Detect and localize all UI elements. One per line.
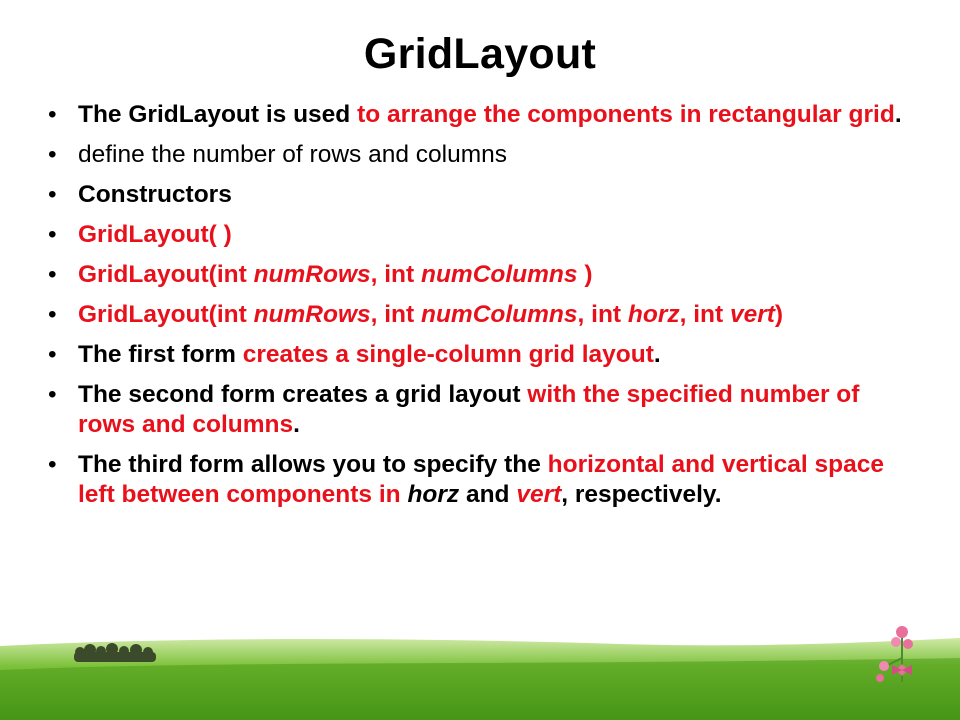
- bullet-text-segment: numColumns: [421, 261, 578, 288]
- bullet-icon: •: [48, 451, 57, 478]
- bullet-text-segment: The GridLayout is used: [78, 101, 358, 128]
- bullet-text-segment: , int: [679, 301, 730, 328]
- bullet-icon: •: [48, 381, 57, 408]
- bullet-text-segment: ): [577, 261, 593, 288]
- bullet-icon: •: [48, 221, 57, 248]
- bullet-text-segment: .: [293, 411, 300, 438]
- bullet-text-segment: to arrange the components in rectangular grid: [357, 101, 895, 128]
- bullet-text-segment: Constructors: [78, 181, 232, 208]
- bullet-text-segment: with the specified number of rows and columns: [78, 381, 860, 438]
- bullet-item: [48, 140, 908, 170]
- bullet-text-segment: numColumns: [421, 301, 578, 328]
- bullet-text-segment: , int: [370, 301, 421, 328]
- bullet-text-segment: , int: [370, 261, 421, 288]
- bullet-text-segment: GridLayout(int: [78, 261, 254, 288]
- bullet-text-segment: The first form: [78, 341, 243, 368]
- bullet-text-segment: .: [653, 341, 661, 368]
- bullet-text-segment: ): [774, 301, 784, 328]
- bullet-icon: •: [48, 341, 57, 368]
- bullet-item: [48, 450, 908, 510]
- bullet-text-segment: numRows: [253, 301, 371, 328]
- bullet-item: [48, 300, 908, 330]
- bullet-item: [48, 380, 908, 440]
- bullet-text-segment: numRows: [253, 261, 371, 288]
- bullet-item: [48, 100, 908, 130]
- bullet-text-segment: horz: [407, 481, 460, 508]
- bullet-item: [48, 340, 908, 370]
- bullet-text-segment: , respectively.: [561, 481, 722, 508]
- bullet-list: [48, 100, 908, 520]
- bullet-text-segment: vert: [729, 301, 775, 328]
- bullet-icon: •: [48, 261, 57, 288]
- bullet-icon: •: [48, 301, 57, 328]
- bullet-icon: •: [48, 141, 57, 168]
- slide-title: GridLayout: [363, 30, 597, 78]
- bullet-text-segment: , int: [577, 301, 628, 328]
- bullet-text-segment: vert: [516, 481, 562, 508]
- bullet-text-segment: horizontal and vertical space left between components in: [78, 451, 884, 508]
- bullet-text-segment: GridLayout(int: [78, 301, 254, 328]
- grass-field: [0, 608, 960, 720]
- bullet-text-segment: define the number of rows and columns: [78, 141, 507, 168]
- bullet-text-segment: The second form creates a grid layout: [78, 381, 528, 408]
- bullet-text-segment: The third form allows you to specify the: [78, 451, 548, 478]
- bullet-text-segment: horz: [627, 301, 680, 328]
- bullet-text-segment: and: [459, 481, 517, 508]
- bullet-icon: •: [48, 101, 57, 128]
- bullet-text-segment: GridLayout( ): [78, 221, 232, 248]
- bullet-text-segment: .: [894, 101, 902, 128]
- bullet-item: [48, 180, 908, 210]
- bullet-text-segment: creates a single-column grid layout: [242, 341, 654, 368]
- bullet-icon: •: [48, 181, 57, 208]
- bullet-item: [48, 260, 908, 290]
- bullet-item: [48, 220, 908, 250]
